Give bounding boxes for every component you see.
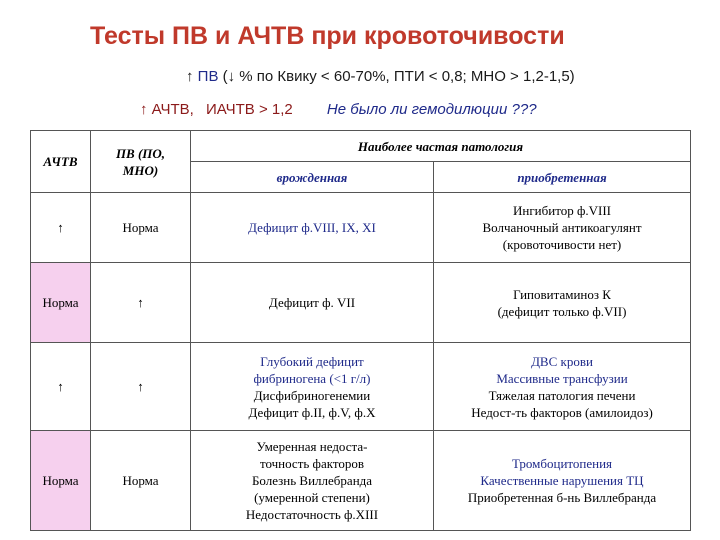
row-achtv: Норма	[31, 431, 91, 531]
acquired-line: Тяжелая патология печени	[488, 387, 636, 403]
row-acquired	[434, 193, 691, 263]
row-acquired	[434, 343, 691, 431]
header-pathology: Наиболее частая патология	[191, 131, 691, 162]
row-pv: ↑	[91, 263, 191, 343]
header-congenital: врожденная	[191, 162, 434, 193]
acquired-line: Гиповитаминоз К	[513, 286, 611, 302]
table-row	[31, 193, 691, 263]
row-congenital	[191, 431, 434, 531]
row-pv: ↑	[91, 343, 191, 431]
row-congenital	[191, 343, 434, 431]
acquired-line: Волчаночный антикоагулянт	[482, 220, 642, 235]
table-row	[31, 263, 691, 343]
row-acquired	[434, 431, 691, 531]
acquired-line: Приобретенная б-нь Виллебранда	[467, 490, 657, 505]
slide-title: Тесты ПВ и АЧТВ при кровоточивости	[90, 22, 565, 50]
row-achtv: ↑	[31, 343, 91, 431]
congenital-line: фибриногена (<1 г/л)	[253, 370, 371, 386]
congenital-line: Дефицит ф. VII	[268, 295, 356, 310]
row-acquired	[434, 263, 691, 343]
row-achtv: Норма	[31, 263, 91, 343]
acquired-line: Ингибитор ф.VIII	[513, 203, 612, 218]
row-congenital	[191, 263, 434, 343]
achtv-label: ↑ АЧТВ,	[140, 101, 194, 118]
acquired-line: (дефицит только ф.VII)	[497, 303, 627, 319]
coagulation-table	[30, 130, 691, 531]
acquired-line: Массивные трансфузии	[496, 370, 628, 386]
congenital-line: Глубокий дефицит	[260, 353, 364, 369]
pv-criteria-text: (↓ % по Квику < 60-70%, ПТИ < 0,8; МНО > 1,2-1,5)	[218, 68, 575, 85]
congenital-line: Умеренная недоста-	[256, 439, 368, 454]
pv-label: ПВ	[197, 68, 219, 85]
row-achtv: ↑	[31, 193, 91, 263]
row-pv: Норма	[91, 431, 191, 531]
achtv-criteria-line	[140, 101, 537, 118]
header-pv-line2: МНО)	[122, 162, 159, 178]
congenital-line: (умеренной степени)	[254, 490, 370, 505]
pv-criteria-line	[186, 68, 575, 85]
congenital-line: Недостаточность ф.XIII	[245, 507, 379, 522]
congenital-line: точность факторов	[259, 456, 365, 471]
congenital-line: Дисфибриногенемии	[253, 387, 371, 403]
acquired-line: (кровоточивости нет)	[502, 237, 622, 252]
iachtv-label: ИАЧТВ > 1,2	[206, 101, 293, 118]
congenital-line: Дефицит ф.VIII, IX, XI	[248, 220, 376, 235]
table-row	[31, 431, 691, 531]
acquired-line: Качественные нарушения ТЦ	[480, 473, 644, 488]
row-pv: Норма	[91, 193, 191, 263]
header-pv-line1: ПВ (ПО,	[115, 145, 166, 161]
table-row	[31, 343, 691, 431]
congenital-line: Дефицит ф.II, ф.V, ф.X	[248, 404, 376, 420]
hemodilution-question: Не было ли гемодилюции ???	[326, 101, 537, 118]
congenital-line: Болезнь Виллебранда	[251, 473, 373, 488]
acquired-line: Недост-ть факторов (амилоидоз)	[471, 404, 653, 420]
row-congenital	[191, 193, 434, 263]
header-acquired: приобретенная	[434, 162, 691, 193]
acquired-line: Тромбоцитопения	[511, 456, 613, 471]
header-achtv: АЧТВ	[31, 131, 91, 193]
acquired-line: ДВС крови	[531, 353, 593, 369]
arrow-up-icon: ↑	[186, 68, 194, 85]
header-pv	[91, 131, 191, 193]
table-header-row	[31, 131, 691, 162]
